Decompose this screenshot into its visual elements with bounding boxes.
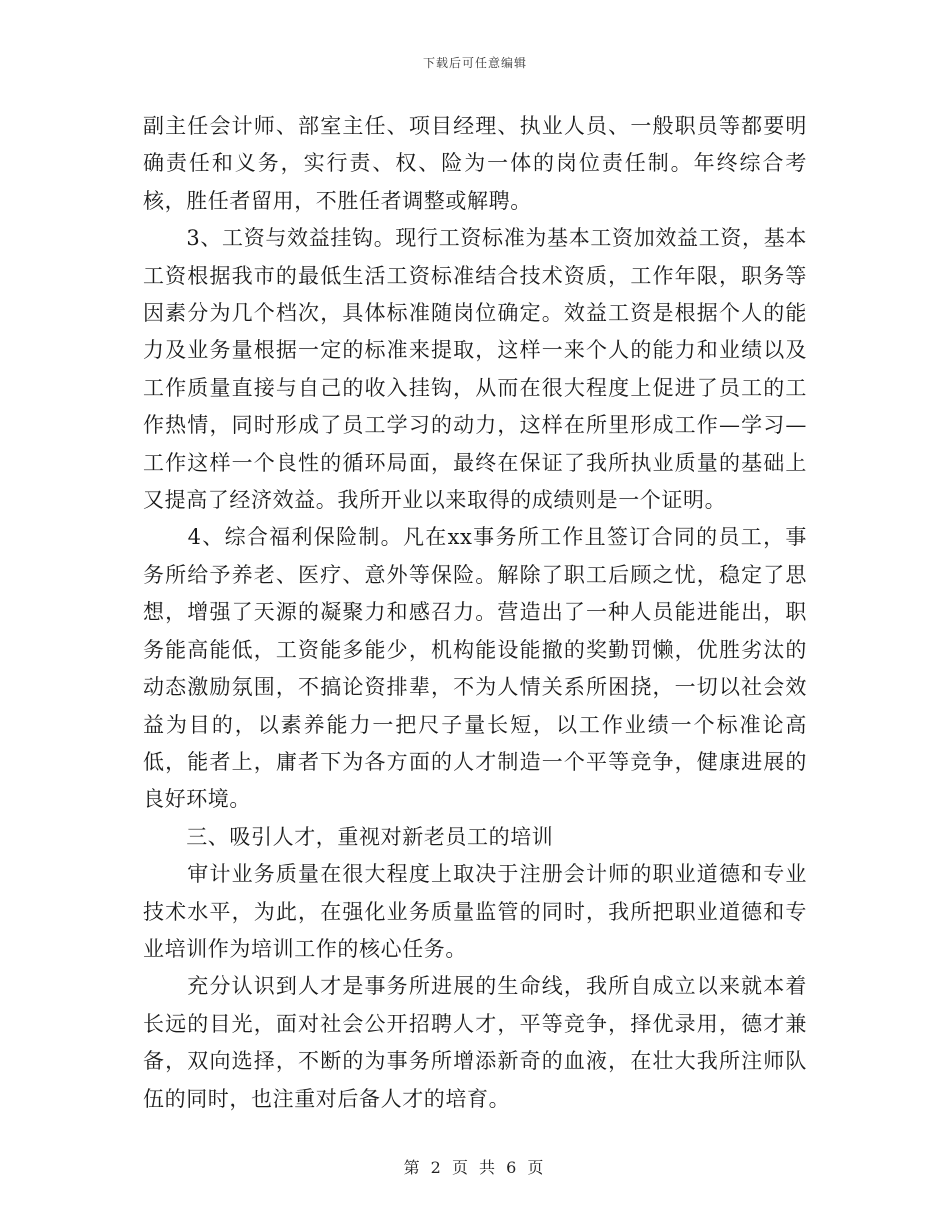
page-number-footer: 第 2 页 共 6 页 [403,1158,547,1177]
paragraph-audit-quality: 审计业务质量在很大程度上取决于注册会计师的职业道德和专业技术水平，为此，在强化业务质量监管的同时，我所把职业道德和专业培训作为培训工作的核心任务。 [143,862,807,961]
document-body [143,108,807,1118]
paragraph-talent: 充分认识到人才是事务所进展的生命线，我所自成立以来就本着长远的目光，面对社会公开招聘人才，平等竞争，择优录用，德才兼备，双向选择，不断的为事务所增添新奇的血液，在壮大我所注师队伍的同时，也注重对后备人才的培育。 [143,974,807,1111]
page-header: 下载后可任意编辑 [422,56,527,70]
section-heading-training: 三、吸引人才，重视对新老员工的培训 [143,824,554,849]
paragraph-welfare-insurance: 4、综合福利保险制。凡在xx事务所工作且签订合同的员工，事务所给予养老、医疗、意外等保险。解除了职工后顾之忧，稳定了思想，增强了天源的凝聚力和感召力。营造出了一种人员能进能出，职务能高能低，工资能多能少，机构能设能撤的奖勤罚懒，优胜劣汰的动态激励氛围，不搞论资排辈，不为人情关系所困挠，一切以社会效益为目的，以素养能力一把尺子量长短，以工作业绩一个标准论高低，能者上，庸者下为各方面的人才制造一个平等竞争，健康进展的良好环境。 [143,525,807,812]
paragraph-continuation: 副主任会计师、部室主任、项目经理、执业人员、一般职员等都要明确责任和义务，实行责、权、险为一体的岗位责任制。年终综合考核，胜任者留用，不胜任者调整或解聘。 [143,114,807,213]
paragraph-salary-linkage: 3、工资与效益挂钩。现行工资标准为基本工资加效益工资，基本工资根据我市的最低生活工资标准结合技术资质，工作年限，职务等因素分为几个档次，具体标准随岗位确定。效益工资是根据个人的能力及业务量根据一定的标准来提取，这样一来个人的能力和业绩以及工作质量直接与自己的收入挂钩，从而在很大程度上促进了员工的工作热情，同时形成了员工学习的动力，这样在所里形成工作—学习—工作这样一个良性的循环局面，最终在保证了我所执业质量的基础上又提高了经济效益。我所开业以来取得的成绩则是一个证明。 [143,226,807,513]
